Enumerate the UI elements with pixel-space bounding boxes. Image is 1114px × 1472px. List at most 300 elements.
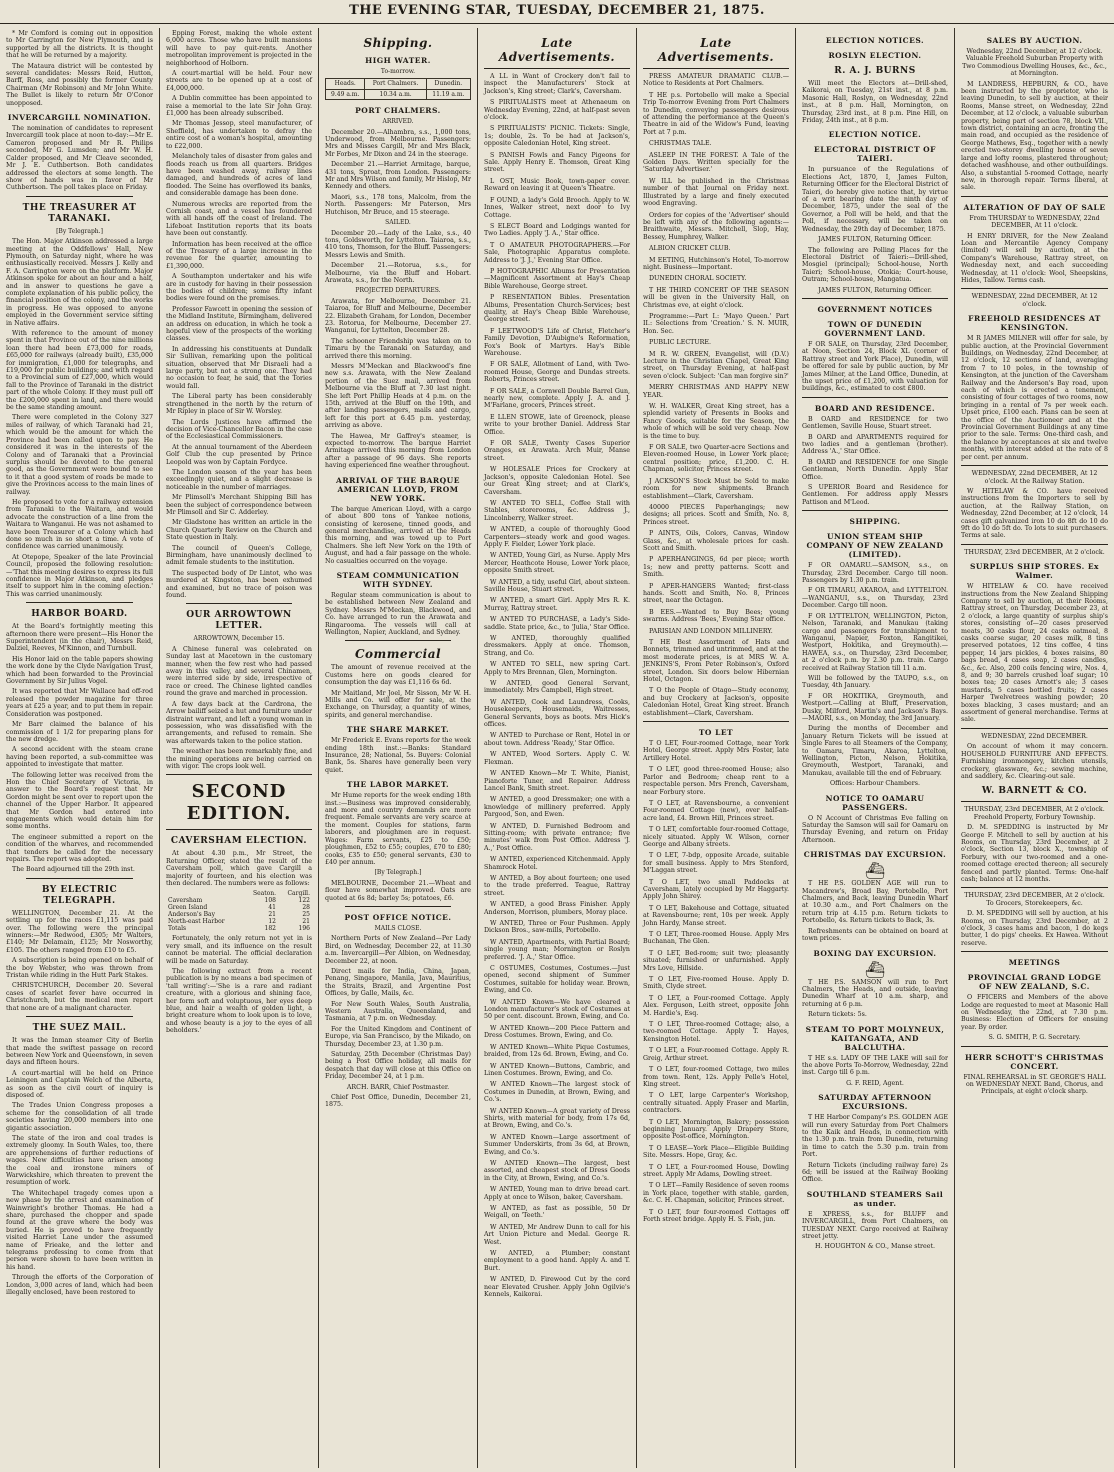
notice-paragraph: THURSDAY, 23rd DECEMBER, At 2 o'clock. To Grocers, Storekeepers, &c.	[964, 892, 1105, 907]
divider	[186, 603, 292, 604]
section-heading: TOWN OF DUNEDIN GOVERNMENT LAND.	[824, 319, 926, 338]
to-let-list	[643, 740, 789, 1223]
news-paragraph: A Dublin committee has been appointed to raise a memorial to the late Sir John Gray. £1,000 has been already subscribed.	[166, 95, 312, 118]
classified-ad: T O LET, Four-roomed Cottage, near York Hotel, George street. Apply Mrs Foster, late Artillery Hotel.	[643, 740, 789, 762]
classified-ad: M EETING, Hutchinson's Hotel, To-morrow night. Business—Important.	[643, 256, 789, 271]
classified-ad: S ELECT Board and Lodgings wanted for Two Ladies. Apply 'J. A.,' Star office.	[484, 222, 630, 238]
section-heading: STEAM COMMUNICATION WITH SYDNEY.	[336, 570, 460, 589]
classified-ad: MERRY CHRISTMAS AND HAPPY NEW YEAR.	[643, 384, 789, 399]
table-header-row	[166, 890, 312, 897]
news-paragraph: The following letter was received from the Hon the Chief Secretary of Victoria, in answer to the Board's request that Mr Gordon might be sent over to report upon the channel of the Upper Harbor. It appeared that Mr Gordon had entered into engagements which would detain him for some months.	[6, 771, 153, 831]
table-row: 9.49 a.m. 10.34 a.m. 11.19 a.m.	[326, 89, 471, 99]
newspaper-title: THE EVENING STAR, TUESDAY, DECEMBER 21, 1875.	[349, 3, 765, 18]
classified-ad: T O LET, a Four-roomed House, Dowling street. Apply Mr Adams, Dowling street.	[643, 1163, 789, 1178]
section-heading: THE LABOR MARKET.	[346, 780, 450, 790]
section-heading: THE SHARE MARKET.	[346, 725, 450, 735]
steamer-icon: ⛴	[864, 959, 886, 979]
news-paragraph: Direct mails for India, China, Japan, Penang, Singapore, Manila, Java, Mauritius, the Straits, Brazil, and Argentine Post Offices, by Galle, Mails, &c.	[325, 967, 471, 998]
section-heading: ELECTION NOTICE.	[828, 130, 922, 140]
column-3	[319, 30, 477, 1466]
news-paragraph: He proposed to vote for a railway extension from Taranaki to the Waitara, and would advocate the construction of a line from the Waitara to Wanganui. He was not ashamed to have been Treasurer of a Colony which had done so much in so short a time. A vote of confidence was carried unanimously.	[6, 498, 153, 551]
classified-ad: T O LET, a Four-roomed Cottage. Apply Alex. Ferguson, Leith street, opposite John M. Hardie's, Esq.	[643, 994, 789, 1017]
news-paragraph: In addressing his constituents at Dundalk Sir Sullivan, remarking upon the political situation, observed that Mr Disraeli had a large party, but not a strong one. They had no occasion to fear, he said, that the Tories would fall.	[166, 345, 312, 390]
notice-paragraph: T HE P.S. SAMSON will run to Port Chalmers, the Heads, and outside, leaving Dunedin Wharf at 10 a.m. sharp, and returning at 6 p.m.	[802, 978, 948, 1008]
section-heading: NOTICE TO OAMARU PASSENGERS.	[825, 793, 925, 812]
news-paragraph: Mr Thomas Jessop, steel manufacturer, of Sheffield, has undertaken to defray the entire cost of a woman's hospital, amounting to £22,000.	[166, 120, 312, 150]
section-heading: THE TREASURER AT TARANAKI.	[22, 202, 137, 224]
divider	[802, 298, 948, 299]
classified-ad: T O LEASE—York Place—Eligible Building Site. Messrs. Hope, Gray, &c.	[643, 1144, 789, 1160]
signature: ARCH. BARR, Chief Postmaster.	[346, 1083, 450, 1091]
news-paragraph: Saturday, 25th December (Christmas Day) being a Post Office holiday, all mails for despatch that day will close at this Office on Friday, December 24, at 1 p.m.	[325, 1051, 471, 1081]
divider	[26, 878, 133, 879]
notice-paragraph: D. M. SPEDDING is instructed by Mr George F. Mitchell to sell by auction at his Rooms, on Thursday, 23rd December, at 2 o'clock, Section 13, block X., township of Forbury, with our two-roomed and a one-roomed cottage erected thereon; all securely fenced and partly planted. Terms: One-half cash; balance at 12 months.	[961, 824, 1108, 883]
classified-ad: P APER-HANGERS Wanted; first-class hands. Scott and Smith, No. 8, Princes street, near the Octagon.	[643, 582, 789, 605]
classified-ad: W ANTED, D. Furnished Bedroom and Sitting-room; with private entrance; five minutes' walk from Post Office. Address 'J. A.,' Post Office.	[484, 822, 630, 852]
notice-paragraph: Return tickets: 5s.	[808, 1011, 867, 1019]
classified-ad: M R. W. GREEN, Evangelist, will (D.V.) Lecture in the Christian Chapel, Great King street, on Thursday Evening, at half-past seven o'clock. Subject: 'Can man forgive sin?'	[643, 350, 789, 380]
news-paragraph: The Board adjourned till the 29th inst.	[12, 866, 135, 874]
divider	[643, 68, 789, 69]
notice-paragraph: H ENRY DRIVER, for the New Zealand Loan and Mercantile Agency Company (limited) will sell by auction, at the Company's Warehouse, Rattray street, on Wednesday next, and each succeeding Wednesday, at 11 o'clock: Wool, Sheepskins, Hides, Tallow. Terms cash.	[961, 232, 1108, 284]
section-heading: STEAM TO PORT MOLYNEUX, KAITANGATA, AND BALCLUTHA.	[805, 1024, 945, 1052]
section-heading: SOUTHLAND STEAMERS Sail as under.	[806, 1189, 944, 1208]
classified-ad: W ANTED Known—The largest stock of Costumes in Dunedin, at Brown, Ewing, and Co.'s.	[484, 1081, 630, 1104]
notice-paragraph: WEDNESDAY, 22nd DECEMBER.	[981, 732, 1088, 740]
news-paragraph: Mr Maitland, Mr Joel, Mr Sisson, Mr W. H. Mills and Co. will offer for sale, at the Exchange, on Thursday, a quantity of wines, spirits, and general merchandise.	[325, 689, 471, 719]
news-paragraph: A Southampton undertaker and his wife are in custody for having in their possession the bodies of children; some fifty infant bodies were found on the premises.	[166, 273, 312, 303]
news-paragraph: The Trades Union Congress proposes a scheme for the consolidation of all trade societies having 20,000 members into one gigantic association.	[6, 1102, 153, 1132]
classified-ad: W ANTED, D. Firewood Cut by the cord near Elevated Crusher. Apply John Ogilvie's Kennels, Kaikorai.	[484, 1276, 630, 1299]
news-paragraph: The engineer submitted a report on the condition of the wharves, and recommended that tenders be called for the necessary repairs. The report was adopted.	[6, 833, 153, 863]
candidate-name: R. A. J. BURNS	[834, 66, 916, 76]
section-heading: ELECTORAL DISTRICT OF TAIERI.	[814, 145, 936, 164]
classified-ad: T O LET, Mornington, Bakery; possession beginning January. Apply Drapery Store, opposite Post-office, Mornington.	[643, 1118, 789, 1141]
classified-ads-list	[643, 73, 789, 717]
classified-ads-list	[484, 73, 630, 1298]
classified-ad: F OUND, a lady's Gold Brooch. Apply to W. Innes, Walker street, next door to Ivy Cottage.	[484, 196, 630, 219]
news-paragraph: Fortunately, the only return not yet in is very small, and its influence on the result cannot be material. The official declaration will be made on Saturday.	[166, 935, 312, 965]
signature: JAMES FULTON, Returning Officer.	[818, 286, 932, 294]
section-heading: BY ELECTRIC TELEGRAPH.	[41, 884, 118, 906]
classified-ad: Programme:—Part I.: 'Mayo Queen.' Part II.: Selections from 'Creation.' S. N. MUIR, Hon. Sec.	[643, 312, 789, 335]
classified-ad: ASLEEP IN THE FOREST. A Tale of the Golden Days. Written specially for the 'Saturday Advertiser.'	[643, 151, 789, 174]
notice-paragraph: FINAL REHEARSAL in ST. GEORGE'S HALL on WEDNESDAY NEXT. Band, Chorus, and Principals, at eight o'clock sharp.	[963, 1073, 1106, 1096]
section-heading: MEETINGS	[1008, 958, 1061, 968]
column-2	[160, 30, 318, 1466]
dateline: [By Telegraph.]	[56, 227, 103, 235]
classified-ad: P HOTOGRAPHIC Albums for Presentation—Magnificent Assortment at Hay's Cheap Bible Warehouse, George street.	[484, 267, 630, 290]
section-heading: POST OFFICE NOTICE.	[344, 912, 452, 922]
news-paragraph: A Chinese funeral was celebrated on Sunday last at Macetown in the customary manner, when the few rest who had passed away in this valley, and several Chinamen, were interred side by side, irrespective of race or creed. The Chinese lighted candles round the grave and marched in procession.	[166, 645, 312, 698]
section-heading: SATURDAY AFTERNOON EXCURSIONS.	[818, 1093, 932, 1112]
section-heading: PORT CHALMERS.	[355, 106, 441, 116]
news-paragraph: The Mataura district will be contested by several candidates: Messrs Reid, Hutton, Barff, Ross, and possibly the former County Chairman (Mr Robinson) and Mr John White. The Bullet is likely to return Mr O'Conor unopposed.	[6, 62, 153, 107]
notice-paragraph: WEDNESDAY, 22nd DECEMBER, At 12 o'clock. At the Railway Station.	[971, 470, 1098, 485]
news-paragraph: The Whitechapel tragedy comes upon a new phase by the arrest and examination of Wainwright's brother Thomas. He had a share, purchased the chopper and spade found at the grave where the body was buried. He is proved to have frequently visited Harriet Lane under the assumed name of Frieake, and the letter and telegrams professing to come from that person were shown to have been written in his hand.	[6, 1189, 153, 1271]
subheading: SAILED.	[385, 219, 411, 227]
notice-paragraph: During the months of December and January Return Tickets will be issued at Single Fares to all Steamers of the Company, to Oamaru, Timaru, Akaroa, Lyttelton, Wellington, Picton, Nelson, Hokitika, Greymouth, Westport, Taranaki, and Manukau, available till the end of February.	[802, 725, 948, 777]
classified-ad: W ANTED Known—The largest, best assorted, and cheapest stock of Dress Goods in the City, at Brown, Ewing, and Co.'s.	[484, 1159, 630, 1182]
section-heading: Late Advertisements.	[498, 36, 616, 64]
news-paragraph: For the United Kingdom and Continent of Europe, via San Francisco, by the Mikado, on Thursday, December 23, at 1.30 p.m.	[325, 1025, 471, 1048]
column-4	[478, 30, 636, 1466]
notice-paragraph: F OR LYTTELTON, WELLINGTON, Picton, Nelson, Taranaki, and Manukau (taking cargo and passengers for transhipment to Wanganui, Napier, Foxton, Rangitikei, Westport, Hokitika, and Greymouth).—HAWEA, s.s., on Thursday, 23rd December, at 2 o'clock p.m. by 2.30 p.m. train. Cargo received at Railway Station till 11 a.m.	[802, 612, 948, 672]
divider	[802, 510, 948, 511]
classified-ad: T O the People of Otago—Study economy, and buy Crockery at Jackson's, opposite Caledonian Hotel, Great King street. Branch establishment—Clark, Caversham.	[643, 687, 789, 717]
news-paragraph: The London season of the year has been exceedingly quiet, and a slight decrease is noticeable in the number of marriages.	[166, 468, 312, 491]
news-paragraph: December 20.—Alhambra, s.s., 1,000 tons, Underwood, from Melbourne. Passengers: Mrs and Misses Cargill, Mr and Mrs Black, Mr Forbes, Mr Dixon and 24 in the steerage.	[325, 128, 471, 158]
signature: H. HOUGHTON & CO., Manse street.	[814, 1243, 936, 1251]
steamer-icon: ⛴	[864, 861, 886, 881]
table-row: Heads. Port Chalmers. Dunedin.	[326, 79, 471, 89]
news-paragraph: There were completed in the Colony 327 miles of railway, of which Taranaki had 21, which would be the amount for which the Province had been called upon to pay. He considered it was in the interests of the Colony and of Taranaki that a Provincial surplus should be devoted to the general good, as the Government were bound to see to it that a good system of roads be made to give the Provinces access to the main lines of railway.	[6, 414, 153, 496]
classified-ad: T O LET, 7-bdp, opposite Arcade, suitable for small business. Apply to Mrs Stenford, M'Laggan street.	[643, 852, 789, 875]
classified-ad: W ANTED, Three or Four Pushmen. Apply Dickson Bros., saw-mills, Portobello.	[484, 920, 630, 935]
subheading: ARRIVED.	[382, 118, 414, 126]
classified-ad: W ILL be published in the Christmas number of that Journal on Friday next. Illustrated by a large and finely executed wood Engraving.	[643, 177, 789, 208]
notice-paragraph: T HE P.S. GOLDEN AGE will run to Macandrew's, Broad Bay, Portobello, Port Chalmers, and Back, leaving Dunedin Wharf at 10.30 a.m., and Port Chalmers on the return trip at 4.15 p.m. Return tickets to Portobello, 4s. Return tickets to Back, 3s.	[802, 880, 948, 925]
news-paragraph: It was reported that Mr Wallace had off-rod released the powder magazine for three years at £25 a year, and to put them in repair. Consideration was postponed.	[6, 688, 153, 718]
classified-ad: T O LET, at Ravensbourne, a convenient Four-roomed Cottage (new), over half-an-acre land, £4. Brown Hill, Princes street.	[643, 799, 789, 822]
classified-ad: T O LET, four-roomed Cottage, two miles from town. Rent, 12s. Apply Pelle's Hotel, King street.	[643, 1066, 789, 1088]
classified-ad: W HOLESALE Prices for Crockery at Jackson's, opposite Caledonian Hotel. See our Great King street; and at Clark's, Caversham.	[484, 466, 630, 496]
notice-paragraph: From THURSDAY to WEDNESDAY, 22nd DECEMBER, At 11 o'clock.	[969, 214, 1100, 230]
classified-ad: W ANTED, good General Servant, immediately. Mrs Campbell, High street.	[484, 680, 630, 695]
section-heading: ELECTION NOTICES.	[825, 36, 925, 45]
divider	[961, 887, 1108, 888]
classified-ad: P AINTS, Oils, Colors, Canvas, Window Glass, &c., at wholesale prices for cash. Scott and Smith.	[643, 530, 789, 552]
news-paragraph: A few days back at the Cardrona, the Arrow bailiff seized a hut and furniture under distraint warrant, and left a young woman in possession, who was dissatisfied with the arrangements, and refused to remain. She was afterwards taken to the police station.	[166, 700, 313, 745]
news-paragraph: Through the efforts of the Corporation of London, 3,000 acres of land, which had been illegally enclosed, have been restored to	[6, 1274, 153, 1297]
classified-ad: PRESS AMATEUR DRAMATIC CLUB.—Notice to Residents at Port Chalmers.	[643, 73, 789, 88]
classified-ad: A LL in Want of Crockery don't fail to inspect the Manufacturers' Stock at Jackson's, King street; Clark's, Caversham.	[484, 73, 630, 95]
news-paragraph: The Liberal party has been considerably strengthened in the north by the return of Mr Ripley in place of Sir W. Worsley.	[166, 393, 312, 416]
divider	[345, 640, 451, 641]
classified-ad: P APERHANGINGS, 6d per piece; worth 1s; new and pretty patterns. Scott and Smith.	[643, 556, 789, 579]
classified-ad: W ANTED, Cook and Laundress, Cooks, Housekeepers, Housemaids, Waitresses, General Servants, boys as boots. Mrs Hick's offices.	[484, 698, 630, 729]
divider	[484, 68, 630, 69]
news-paragraph: With reference to the amount of money spent in that Province out of the nine millions loan there had been £73,000 for roads, £65,000 for railways (already built), £35,000 for immigration, £1,000 for telegraphs, and £19,000 for public buildings; and with regard to a Provincial sum of £27,000, which would fall to the Province of Taranaki in the district part of the whole Colony. If they must pull off the £200,000 spent in land, and there would be the same standing amount.	[6, 330, 153, 412]
news-paragraph: Numerous wrecks are reported from the Cornish coast, and a vessel has foundered with all hands off the coast of Ireland. The Lifeboat Institution reports that its boats have been out constantly.	[166, 200, 312, 238]
news-paragraph: The council of Queen's College, Birmingham, have unanimously declined to admit female students to the institution.	[166, 544, 312, 567]
news-paragraph: Epping Forest, making the whole extent 6,000 acres. Those who have built mansions will have to pay quit-rents. Another metropolitan improvement is projected in the neighborhood of Holborn.	[166, 30, 312, 67]
classified-ad: F OR SALE, Allotment of Land, with Two-roomed House, George and Dundas streets. Roberts, Princes street.	[484, 361, 630, 384]
divider	[166, 829, 312, 830]
divider	[961, 544, 1108, 545]
notice-paragraph: F OR HOKITIKA, Greymouth, and Westport.—Calling at Bluff, Preservation, Dusky, Milford, Martin's and Jackson's Bays.—MAORI, s.s., on Monday, the 3rd January.	[802, 692, 948, 722]
news-paragraph: Mr Gladstone has written an article in the Church Quarterly Review on the Church and State question in Italy.	[166, 519, 312, 542]
notice-paragraph: E XPRESS, s.s., for BLUFF and INVERCARGILL, from Port Chalmers, on TUESDAY NEXT. Cargo received at Railway street jetty.	[802, 1210, 948, 1241]
subheading: PROJECTED DEPARTURES.	[355, 287, 441, 295]
notice-paragraph: Will be followed by the TAUPO, s.s., on Tuesday, 4th January.	[802, 674, 948, 690]
news-paragraph: A court-martial will be held. Four new streets are to be opened up at a cost of £4,000,000.	[166, 70, 312, 92]
classified-ad: S PANISH Fowls and Fancy Pigeons for Sale. Apply Henry E. Thomson, Great King street.	[484, 151, 630, 174]
divider	[961, 951, 1108, 952]
section-heading: ARRIVAL OF THE BARQUE AMERICAN LLOYD, FROM NEW YORK.	[336, 475, 460, 503]
table-row: North-east Harbor 12 21	[168, 918, 310, 926]
classified-ad: J ACKSON'S Stock Must be Sold to make room for new shipments. Branch establishment—Clark, Caversham.	[643, 477, 789, 500]
notice-paragraph: S UPERIOR Board and Residence for Gentlemen. For address apply Messrs Pattison and M'Leod.	[802, 484, 948, 506]
classified-ad: W ANTED, Apartments, with Partial Board; single young man; Mornington or Roslyn preferred. 'J. A.,' Star Office.	[484, 938, 630, 961]
classified-ad: T O LET, good three-roomed House; also Parlor and Bedroom; cheap rent to a respectable person. Mrs French, Caversham, near Forbury store.	[643, 766, 789, 796]
classified-ad: W ANTED, thoroughly qualified dressmakers. Apply at once. Thomson, Strang, and Co.	[484, 635, 630, 657]
classified-ad: W ANTED, a good Dressmaker; one with a knowledge of millinery preferred. Apply Pargood, Son, and Ewen.	[484, 796, 630, 819]
column-6	[796, 30, 954, 1466]
notice-paragraph: O N Account of Christmas Eve falling on Saturday the Samson will sail for Oamaru on Thursday Evening, and return on Friday Afternoon.	[802, 814, 948, 844]
news-paragraph: His Honor laid on the table papers showing the work done by the Clyde Navigation Trust, which had been forwarded to the Provincial Government by Sir Julius Vogel.	[6, 655, 153, 686]
classified-ad: 40000 PIECES Paperhangings; new designs; all prices. Scott and Smith, No. 8, Princes street.	[643, 503, 789, 526]
column-1	[0, 30, 159, 1466]
notice-paragraph: THURSDAY, 23rd DECEMBER, At 2 o'clock. Freehold Property, Forbury Township.	[964, 806, 1105, 821]
news-paragraph: CHRISTCHURCH, December 20. Several cases of scarlet fever have occurred in Christchurch, but the medical men report that none are of a malignant character.	[6, 982, 153, 1012]
section-heading: HERR SCHOTT'S CHRISTMAS CONCERT.	[965, 1052, 1104, 1071]
divider	[166, 774, 312, 775]
classified-ad: W ANTED, Young man to drive bread cart. Apply at once to Wilson, baker, Caversham.	[484, 1186, 630, 1201]
second-edition-heading: SECOND EDITION.	[186, 781, 292, 825]
divider	[961, 1046, 1108, 1047]
signature: JAMES FULTON, Returning Officer.	[818, 236, 932, 244]
news-paragraph: At about 4.30 p.m., Mr Street, the Returning Officer, stated the result of the Caversham poll, which gave Cargill a majority of fourteen, and his election was then declared. The numbers were as follows:	[166, 850, 312, 887]
news-paragraph: Professor Fawcett in opening the session of the Midland Institute, Birmingham, delivered an address on education, in which he took a hopeful view of the prospects of the working classes.	[166, 305, 312, 343]
section-heading: Commercial	[354, 647, 442, 662]
poll-results-table	[166, 890, 312, 932]
section-heading: TO LET	[698, 728, 734, 738]
news-paragraph: For New South Wales, South Australia, Western Australia, Queensland, and Tasmania, at 7 p.m. on Wednesday.	[325, 1000, 471, 1023]
classified-ad: T O LET, Three-roomed Cottage; also, a two-roomed Cottage. Apply T. Hayes, Kensington Hotel.	[643, 1021, 789, 1043]
classified-ad: C OSTUMES, Costumes, Costumes.—Just opened, second shipment of Summer Costumes, suitable for holiday wear. Brown, Ewing, and Co.	[484, 965, 630, 995]
notice-paragraph: Return Tickets (including railway fare) 2s 6d; will be issued at the Railway Booking Office.	[802, 1161, 948, 1184]
notice-paragraph: B OARD and RESIDENCE for two Gentlemen, Saville House, Stuart street.	[802, 415, 948, 431]
news-paragraph: Arawata, for Melbourne, December 21. Taiaroa, for Bluff and Melbourne, December 22. Elizabeth Graham, for London, December 23. Rotorua, for Melbourne, December 27. Wanganui, for Lyttelton, December 28.	[325, 297, 471, 335]
classified-ad: F OR SALE, two Quarter-acre Sections and Eleven-roomed House, in Lower York place; central position; price, £1,200. C. H. Chapman, solicitor, Princes street.	[643, 444, 789, 474]
news-paragraph: A subscription is being opened on behalf of the boy Webster, who was thrown from Tristan while riding in the Hutt Park Stakes.	[6, 957, 153, 980]
classified-ad: W. H. WALKER, Great King street, has a splendid variety of Presents in Books and Fancy Goods, suitable for the Season, the whole of which will be sold very cheap. Now is the time to buy.	[643, 403, 789, 440]
classified-ad: W ANTED Known—Mr T. White, Pianist, Pianoforte Tuner, and Repairer. Address Lancel Bank, Smith street.	[484, 770, 630, 792]
divider	[26, 602, 133, 603]
section-heading: FREEHOLD RESIDENCES AT KENSINGTON.	[968, 314, 1101, 333]
classified-ad: F OR SALE, a Cornwell Double Barrel Gun, nearly new, complete. Apply J. A. and J. M'Farlane, grocers, Princes street.	[484, 387, 630, 410]
classified-ad: F LEETWOOD'S Life of Christ, Fletcher's Family Devotion, D'Aubigne's Reformation, Fox's Book of Martyrs. Hay's Bible Warehouse.	[484, 327, 630, 357]
news-paragraph: Maori, s.s., 178 tons, Malcolm, from the North. Passengers: Mr Paterson, Mrs Hutchison, Mr Bruce, and 15 steerage.	[325, 193, 471, 216]
divider	[961, 288, 1108, 289]
classified-ad: W ANTED, a tidy, useful Girl, about sixteen. Saville House, Stuart street.	[484, 578, 630, 593]
classified-ad: W ANTED, a smart Girl. Apply Mrs R. K. Murray, Rattray street.	[484, 597, 630, 612]
news-paragraph: The amount of revenue received at the Customs here on goods cleared for consumption the day was £1,116 6s 6d.	[325, 664, 471, 687]
classified-ad: T O LET, two small Paddocks at Caversham, lately occupied by Mr Haggarty. Apply John Shirey.	[643, 878, 789, 901]
office-address: Offices: Harbour Chambers.	[829, 780, 920, 788]
column-header: Cargill.	[287, 890, 310, 898]
section-heading: GOVERNMENT NOTICES	[817, 304, 933, 314]
divider	[961, 728, 1108, 729]
notice-paragraph: Refreshments can be obtained on board at town prices.	[802, 927, 948, 943]
section-heading: INVERCARGILL NOMINATION.	[7, 113, 152, 123]
classified-ad: W ANTED, a good Brass Finisher. Apply Anderson, Morrison, plumbers, Moray place.	[484, 901, 630, 916]
classified-ad: W ANTED TO SELL, Coffee Stall with Stables, storerooms, &c. Address J., Lincolnberry, Walker street.	[484, 499, 630, 522]
classified-ad: W ANTED, Mr Andrew Dunn to call for his Art Union Picture and Medal. George R. West.	[484, 1223, 630, 1246]
classified-ad: W ANTED to Purchase or Rent, Hotel in or about town. Address 'Ready,' Star Office.	[484, 732, 630, 747]
tide-table	[325, 78, 471, 100]
subheading: MAILS CLOSE.	[374, 924, 422, 932]
notice-paragraph: Wednesday, 22nd December, at 12 o'clock. Valuable Freehold Suburban Property with Two Commodious Dwelling Houses, &c., &c., at Mornington.	[962, 48, 1107, 78]
divider	[961, 801, 1108, 802]
news-paragraph: * Mr Comford is coming out in opposition to Mr Carrington for New Plymouth, and is supported by all the districts. It is thought that he will be returned by a majority.	[6, 30, 153, 60]
section-heading: CHRISTMAS DAY EXCURSION.	[803, 850, 947, 860]
section-heading: PROVINCIAL GRAND LODGE OF NEW ZEALAND, S.C.	[967, 973, 1102, 992]
classified-ad: T O LET, Three-roomed House. Apply Mrs Buchanan, The Glen.	[643, 931, 789, 946]
news-paragraph: The following extract from a recent publication is by no means a bad specimen of 'tall writing':—'She is a rare and radiant creature, with a glorious and shining face, her form soft and voluptuous, her eyes deep blue, and hair a wealth of golden light, a bright creature whom to look upon is to love, and whose beauty is a joy to the eyes of all beholders.'	[166, 968, 312, 1035]
news-paragraph: The Hawea, Mr Gaffrey's steamer, is expected to-morrow. The barque Harriet Armitage arrived this morning from London after a passage of 96 days. She reports having experienced fine weather throughout.	[325, 432, 471, 470]
dateline: [By Telegraph.]	[374, 869, 422, 877]
news-paragraph: It was the Inman steamer City of Berlin that made the swiftest passage on record between New York and Queenstown, in seven days and fifteen hours.	[6, 1037, 153, 1067]
classified-ad: W ANTED Known—200 Piece Pattern and Dress Costumes. Brown, Ewing, and Co.	[484, 1024, 630, 1040]
news-paragraph: MELBOURNE, December 21.—Wheat and flour have somewhat improved. Oats are quoted at 6s 8d; barley 5s; potatoes, £6.	[325, 879, 471, 902]
news-paragraph: Information has been received at the office of the Treasury of a large increase in the revenue for the quarter, amounting to £1,390,000.	[166, 240, 312, 270]
classified-ad: W ANTED TO PURCHASE, a Lady's Side-saddle. State price, &c., to 'Julia,' Star Office.	[484, 616, 630, 631]
notice-paragraph: O FFICERS and Members of the above Lodge are requested to meet at Masonic Hall on Wednesday, the 22nd, at 7.30 p.m. Business: Election of Officers for ensuing year. By order.	[961, 994, 1108, 1031]
classified-ad: T O LET, Five-roomed House. Apply D. Smith, Clyde street.	[643, 976, 789, 991]
section-heading: BOARD AND RESIDENCE.	[814, 403, 936, 413]
news-paragraph: The schooner Friendship was taken on to Timaru by the Taranaki on Saturday, and arrived there this morning.	[325, 337, 471, 360]
signature: G. F. REID, Agent.	[846, 1079, 904, 1087]
section-heading: Late Advertisements.	[657, 36, 775, 64]
notice-paragraph: M R JAMES MILNER will offer for sale, by public auction, at the Provincial Government Buildings, on Wednesday, 22nd December, at 12 o'clock, 12 sections of land, averaging from 7 to 10 poles, in the township of Kensington, at the junction of the Caversham Railway and the Anderson's Bay road, upon each of which is erected a tenement, consisting of four cottages of two rooms, now bringing in a rental of 7s per week each. Upset price, £100 each. Plans can be seen at the office of the Auctioneer and at the Provincial Government Buildings at any time prior to the sale. Terms: One-third cash, and the balance by acceptances at six and twelve months, with interest added at the rate of 8 per cent. per annum.	[961, 335, 1108, 461]
divider	[26, 196, 133, 197]
news-paragraph: The state of the iron and coal trades is extremely gloomy. In South Wales, too, there are apprehensions of further reductions of wages. New difficulties have arisen among the coal and ironstone miners of Warwickshire, which threaten to prevent the resumption of work.	[6, 1134, 153, 1187]
classified-ad: PARISIAN AND LONDON MILLINERY.	[649, 627, 773, 635]
divider	[961, 196, 1108, 197]
notice-paragraph: T HE s.s. LADY OF THE LAKE will sail for the above Ports To-Morrow, Wednesday, 22nd inst. Cargo till 6 p.m.	[802, 1054, 948, 1077]
classified-ad: CHRISTMAS TALE.	[649, 140, 712, 148]
divider	[345, 906, 451, 907]
classified-ad: W ANTED, as fast as possible, 50 Dr Weigall, on 'Teeth.'	[484, 1205, 630, 1220]
news-paragraph: The nomination of candidates to represent Invercargill took place at noon to-day:—Mr E. Cameron proposed and Mr R. Philips seconded, Mr G. Lumsden; and Mr W. H. Calder proposed, and Mr Cleave seconded, Mr J. E. Cuthbertson. Both candidates addressed the electors at some length. The show of hands was in favor of Mr Cuthbertson. The poll takes place on Friday.	[6, 125, 153, 192]
classified-ad: T O LET, four four-roomed Cottages off Forth street bridge. Apply H. S. Fish, jun.	[643, 1208, 789, 1223]
notice-paragraph: THURSDAY, 23rd DECEMBER, At 2 o'clock.	[964, 548, 1105, 556]
notice-paragraph: W HITELAW & CO. have received instructions from the New Zealand Shipping Company to sell by auction, at their Rooms, Rattray street, on Thursday, December 23, at 2 o'clock, a large quantity of surplus ship's stores, consisting of—20 cases preserved meats, 30 casks flour, 24 casks oatmeal, 8 casks coarse sugar, 20 cases milk, 8 tins preserved potatoes, 12 tins coffee, 4 tins pepper, 14 jars pickles, 4 boxes raisins, 80 bags bread, 4 cases soap, 2 cases candles, &c., &c. Also, 200 coils fencing wire, Nos. 4, 8, and 9; 30 barrels crushed loaf sugar; 10 boxes tea; 20 cases Arnott's ale; 3 cases mustards, 5 cases bottled fruits; 2 cases Harper Twelvetrees washing powder; 20 boxes blacking, 3 cases mustard; and an assortment of general merchandise. Terms at sale.	[961, 583, 1108, 724]
classified-ad: T HE THIRD CONCERT OF THE SEASON will be given in the University Hall, on Christmas eve, at eight o'clock.	[643, 286, 789, 309]
classified-ad: PUBLIC LECTURE.	[649, 339, 711, 347]
column-header: Seaton.	[252, 890, 276, 898]
notice-paragraph: The following are Polling Places for the Electoral District of Taieri:—Drill-shed, Mosgiel (principal); School-house, North Taieri; School-house, Otokia; Court-house, Outram; School-house, Mangatua.	[802, 246, 948, 284]
notice-paragraph: T HE Harbor Company's P.S. GOLDEN AGE will run every Saturday from Port Chalmers to the Kaik and Heads, in connection with the 1.30 p.m. train from Dunedin, returning in time to catch the 5.30 p.m. train from Port.	[802, 1114, 948, 1159]
notice-paragraph: B OARD and RESIDENCE for one Single Gentleman, North Dunedin. Apply Star Office.	[802, 458, 948, 481]
notice-paragraph: F OR OAMARU.—SAMSON, s.s., on Thursday, 23rd December. Cargo till noon. Passengers by 1.30 p.m. train.	[802, 562, 948, 585]
classified-ad: S PIRITUALISTS' PICNIC. Tickets: Single, 1s; double, 2s. To be had at Jackson's, opposite Caledonian Hotel, King street.	[484, 125, 630, 148]
table-row: Caversham 108 122	[168, 897, 310, 905]
news-paragraph: The Lords Justices have affirmed the decision of Vice-Chancellor Bacon in the case of the Ecclesiastical Commissioners.	[166, 418, 312, 441]
masthead	[0, 0, 1114, 24]
news-paragraph: Northern Ports of New Zealand—Per Lady Bird, on Wednesday, December 22, at 11.30 a.m. Invercargill—Per Albion, on Wednesday, December 22, at noon.	[325, 935, 471, 965]
notice-paragraph: F OR SALE, on Thursday, 23rd December, at Noon, Section 24, Block XL (corner of Rattray street and York Place), Dunedin, will be offered for sale by public auction, by Mr James Milner, at the Land Office, Dunedin, at the upset price of £1,200, with valuation for buildings, &c., estimated to cost £800.	[802, 340, 948, 393]
signature: S. G. SMITH, P. G. Secretary.	[988, 1034, 1081, 1042]
classified-ad: T O LET, Bakehouse and Cottage, situated at Ravensbourne; rent, 10s per week. Apply John Hardy, Manse street.	[643, 904, 789, 927]
classified-ad: T O LET—Family Residence of seven rooms in York place, together with stable, garden, &c. C. H. Chapman, solicitor, Princes street.	[643, 1182, 789, 1205]
section-heading: SALES BY AUCTION.	[986, 36, 1083, 45]
notice-paragraph: F OR TIMARU, AKAROA, and LYTTELTON.—WANGANUI, s.s., on Thursday, 23rd December. Cargo till noon.	[802, 587, 948, 610]
notice-paragraph: On account of whom it may concern. HOUSEHOLD FURNITURE AND EFFECTS. Furnishing ironmongery, kitchen utensils, crockery, glassware, &c.; sewing machine, and saddlery, &c. Clearing-out sale.	[961, 743, 1108, 780]
classified-ad: W ANTED, Young Girl, as Nurse. Apply Mrs Mercer, Heathcote House, Lower York place, opposite Smith street.	[484, 552, 630, 575]
classified-ad: B EES.—Wanted to Buy Bees; young swarms. Address 'Bees,' Evening Star office.	[643, 608, 789, 624]
section-heading: HIGH WATER.	[365, 56, 431, 65]
auctioneer-name: W. BARNETT & CO.	[981, 786, 1088, 797]
classified-ad: W ANTED TO SELL, new spring Cart. Apply to Mrs Brennan, Glen, Mornington.	[484, 661, 630, 676]
classified-ad: F OR SALE, Twenty Cases Superior Oranges, ex Arawata. Arch Muir, Manse street.	[484, 440, 630, 462]
classified-ad: T O LET, Bed-room; suit two; pleasantly situated; furnished or unfurnished. Apply Mrs Love, Hillside.	[643, 949, 789, 972]
news-paragraph: At Otepope, Speaker of the late Provincial Council, proposed the following resolution:—'That this meeting desires to express its full confidence in Major Atkinson, and pledges itself to support him in the coming election.' This was carried unanimously.	[6, 553, 153, 598]
news-paragraph: December 20.—Lady of the Lake, s.s., 40 tons, Goldsworth, for Lyttelton. Taiaroa, s.s., 410 tons, Thomson, for the Bluff. Passengers: Messrs Lewis and Smith.	[325, 229, 471, 259]
classified-ad: W ANTED Known—White Pique Costumes, braided, from 12s 6d. Brown, Ewing, and Co.	[484, 1043, 630, 1059]
classified-ad: T HE p.s. Portobello will make a Special Trip To-morrow Evening from Port Chalmers to Dunedin, conveying passengers desirous of attending the performance at the Queen's Theatre in aid of the Widow's Fund, leaving Port at 7 p.m.	[643, 91, 789, 136]
classified-ad: W ANTED, a couple of thoroughly Good Carpenters—steady work and good wages. Apply F. Fielder, Lower York place.	[484, 526, 630, 548]
table-total-row: Totals 182 196	[168, 925, 310, 933]
classified-ad: T HE Best Assortment of Hats and Bonnets, trimmed and untrimmed, and at the most moderate prices, is at MRS W. A. JENKINS'S, From Peter Robinson's, Oxford street, London. Six doors below Hibernian Hotel, Octagon.	[643, 639, 789, 684]
classified-ad: W ANTED, experienced Kitchenmaid. Apply Shamrock Hotel.	[484, 856, 630, 871]
divider	[643, 721, 789, 722]
news-paragraph: A second accident with the steam crane having been reported, a sub-committee was appointed to investigate that matter.	[6, 746, 153, 769]
classified-ad: S PIRITUALISTS meet at Athenaeum on Wednesday Evening, 22nd, at half-past seven o'clock.	[484, 99, 630, 122]
table-row: Green Island 41 28	[168, 904, 310, 912]
divider	[802, 397, 948, 398]
news-paragraph: The suspected body of Dr Lintot, who was murdered at Kingston, has been exhumed and examined, but no trace of poison was found.	[166, 569, 312, 600]
news-paragraph: At the Board's fortnightly meeting this afternoon there were present—His Honor the Superintendent (in the chair), Messrs Reid, Dalziel, Reeves, M'Kinnon, and Turnbull.	[6, 623, 153, 653]
section-heading: CAVERSHAM ELECTION.	[170, 836, 308, 847]
notice-paragraph: Will meet the Electors at—Drill-shed, Kaikorai, on Tuesday, 21st inst., at 8 p.m. Masonic Hall, Roslyn, on Wednesday, 22nd inst., at 8 p.m. Hall, Mornington, on Thursday, 23rd inst., at 8 p.m. Pine Hill, on Friday, 24th inst., at 8 p.m.	[802, 80, 948, 125]
news-paragraph: The weather has been remarkably fine, and the mining operations are being carried on with vigor. The crops look well.	[166, 748, 312, 770]
notice-paragraph: M LANDRESS, HEPBURN, & CO., have been instructed by the proprietor, who is leaving Dunedin, to sell by auction, at their Rooms, Manse street, on Wednesday, 22nd December, at 12 o'clock, a valuable suburban property, being part of section 78, block VII., town district, containing an acre, fronting the main road, and occupied as the residence of George Mathews, Esq., together with a newly erected two-storey dwelling house of seven large and lofty rooms, plastered throughout; detached washhouse, and other outbuildings. Also, a substantial 5-roomed Cottage, nearly new, in thorough repair. Terms liberal, at sale.	[961, 80, 1108, 192]
classified-ad: W ANTED, a Boy about fourteen; one used to the trade preferred. Teague, Rattray street.	[484, 874, 630, 897]
news-paragraph: Mr Barr claimed the balance of his commission of 1 1/2 for preparing plans for the new dredge.	[6, 721, 153, 743]
section-heading: UNION STEAM SHIP COMPANY OF NEW ZEALAND (LIMITED).	[806, 532, 944, 560]
classified-ad: W ANTED, a Plumber; constant employment to a good hand. Apply A. and T. Burt.	[484, 1250, 630, 1272]
classified-ad: W ANTED Known—Large assortment of Summer Underskirts, from 3s 6d, at Brown, Ewing, and Co.'s.	[484, 1133, 630, 1156]
classified-ad: DUNEDIN CHORAL SOCIETY.	[649, 275, 747, 283]
news-paragraph: A court-martial will be held on Prince Leiningen and Captain Welch of the Alberta, as soon as the civil court of inquiry is disposed of.	[6, 1069, 153, 1099]
section-heading: HARBOR BOARD.	[31, 609, 128, 620]
classified-ad: P RESENTATION Bibles. Presentation Albums, Presentation Church-Services; best quality, at Hay's Cheap Bible Warehouse, George street.	[484, 294, 630, 324]
classified-ad: T O AMATEUR PHOTOGRAPHERS.—For Sale, Photographic Apparatus complete. Address to 'J. J.,' Evening Star Office.	[484, 241, 630, 264]
news-paragraph: Mr Frederick E. Evans reports for the week ending 18th inst.:—Banks: Standard Insurance, 28; National, 5s. Buyers: Colonial Bank, 5s. Shares have generally been very quiet.	[325, 737, 471, 774]
news-paragraph: Mr Hume reports for the week ending 18th inst.:—Business was improved considerably, and more and country demands are more frequent. Female servants are very scarce at the moment. Couples for stations, farm laborers, and ploughmen are in request. Wages: Farm servants, £25 to £50; ploughmen, £52 to £55; couples, £70 to £80; cooks, £35 to £50; general servants, £30 to £40 per annum.	[325, 792, 471, 866]
section-heading: OUR ARROWTOWN LETTER.	[186, 610, 292, 632]
notice-paragraph: WEDNESDAY, 22nd DECEMBER, At 12 o'clock.	[971, 293, 1098, 308]
news-paragraph: December 21.—Harriet Armitage, barque, 431 tons, Sproat, from London. Passengers: Mr and Mrs Wilson and family, Mr Hislop, Mr Kennedy and others.	[325, 161, 471, 191]
classified-ad: T O LET, a Four-roomed Cottage. Apply R. Greig, Arthur street.	[643, 1047, 789, 1062]
column-7	[955, 30, 1114, 1466]
news-paragraph: Messrs M'Meckan and Blackwood's fine new s.s. Arawata, with the New Zealand portion of the Suez mail, arrived from Melbourne via the Bluff at 7.30 last night. She left Port Phillip Heads at 4 p.m. on the 15th, arrived at the Bluff on the 19th, and after landing passengers, mails and cargo, left for this port at 6.45 p.m. yesterday, arriving as above.	[325, 363, 471, 430]
classified-ad: W ANTED, Wood Sorters. Apply C. W. Flexman.	[484, 751, 630, 766]
news-paragraph: The barque American Lloyd, with a cargo of about 800 tons of Yankee notions, consisting of kerosene, tinned goods, and general merchandise, arrived at the Heads this morning, and was towed up to Port Chalmers. She left New York on the 19th of August, and had a fair passage on the whole. No casualties occurred on the voyage.	[325, 505, 471, 565]
dateline: ARROWTOWN, December 15.	[193, 635, 285, 643]
section-heading: SHIPPING.	[849, 517, 901, 527]
classified-ad: W ANTED Known—Buttons, Cambric, and Linen Costumes. Brown, Ewing, and Co.	[484, 1062, 630, 1077]
notice-paragraph: In pursuance of the Regulations of Elections Act, 1870, I, James Fulton, Returning Officer for the Electoral District of Taieri, do hereby give notice that, by virtue of a writ bearing date the ninth day of December, 1875, under the seal of the Governor, a Poll will be held, and that the Poll, if necessary, will be taken on Wednesday, the 29th day of December, 1875.	[802, 166, 948, 233]
section-heading: ALTERATION OF DAY OF SALE	[963, 202, 1106, 212]
classified-ad: W ANTED Known—We have cleared a London manufacturer's stock of Costumes at 50 per cent. discount. Brown, Ewing, and Co.	[484, 998, 630, 1021]
news-paragraph: Regular steam communication is about to be established between New Zealand and Sydney. Messrs M'Meckan, Blackwood, and Co. have arranged to run the Arawata and Ringarooma. The vessels will call at Wellington, Napier, Auckland, and Sydney.	[325, 591, 471, 636]
news-paragraph: Melancholy tales of disaster from gales and floods reach us from all quarters. Bridges have been washed away, railway lines damaged, and hundreds of acres of land flooded. The Seine has overflowed its banks, and considerable damage has been done.	[166, 153, 312, 198]
notice-paragraph: D. M. SPEDDING will sell by auction, at his Rooms, on Thursday, 23rd December, at 2 o'clock, 3 cases hams and bacon, 1 do kegs butter, 1 do pigs' cheeks. Ex Hawea. Without reserve.	[961, 910, 1108, 947]
table-row: Anderson's Bay 21 25	[168, 911, 310, 919]
classified-ad: Orders for copies of the 'Advertiser' should be left with any of the following agents:—Braithwaite, Messrs. Mitchell, Slop, Hay, Bessey, Humphrey, Walker.	[643, 211, 789, 241]
section-heading: Shipping.	[363, 36, 433, 50]
divider	[961, 465, 1108, 466]
classified-ad: ALBION CRICKET CLUB.	[649, 245, 731, 253]
divider	[26, 1016, 133, 1017]
news-paragraph: December 21.—Rotorua, s.s., for Melbourne, via the Bluff and Hobart. Arawata, s.s., for the North.	[325, 262, 471, 284]
section-heading: BOXING DAY EXCURSION.	[813, 948, 937, 958]
classified-ad: E LLEN STOWE, late of Greenock, please write to your brother Daniel. Address Star Office.	[484, 413, 630, 436]
